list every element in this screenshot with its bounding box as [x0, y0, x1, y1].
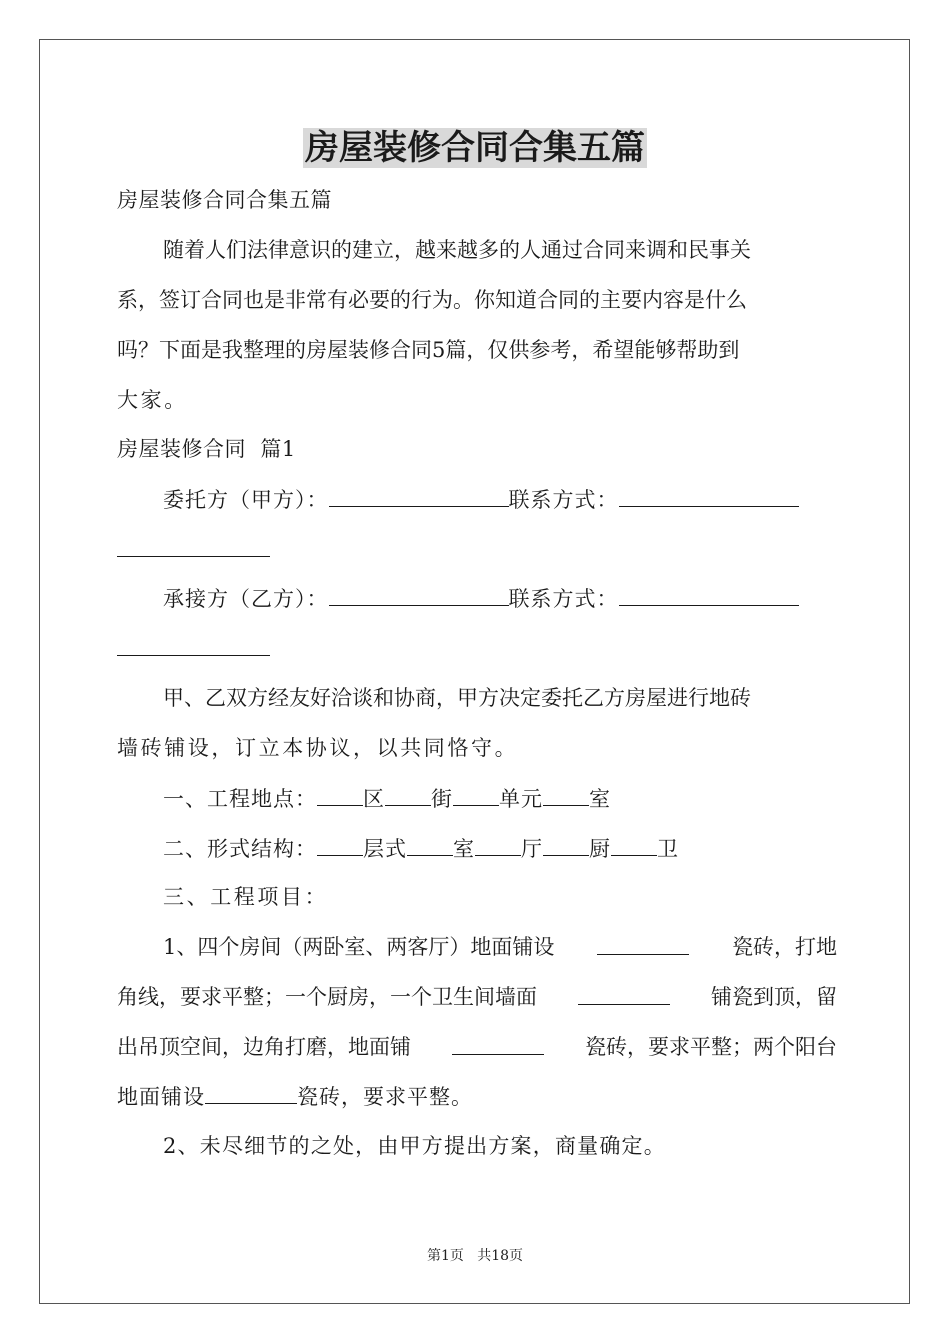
- clause1-line-1: 1、四个房间（两卧室、两客厅）地面铺设 瓷砖，打地: [163, 932, 837, 962]
- party-a-contact-blank-cont: [117, 534, 837, 565]
- party-a-line: [163, 484, 837, 515]
- clause1-line-4: 地面铺设 瓷砖，要求平整。: [117, 1081, 837, 1112]
- document-subtitle: 房屋装修合同合集五篇: [117, 188, 332, 212]
- intro-line-3: 吗？下面是我整理的房屋装修合同5篇，仅供参考，希望能够帮助到: [117, 338, 740, 362]
- clause1-line-3: 出吊顶空间，边角打磨，地面铺 瓷砖，要求平整；两个阳台: [117, 1032, 837, 1062]
- party-b-label: 承接方（乙方）：: [163, 587, 329, 611]
- intro-line-1: 随着人们法律意识的建立，越来越多的人通过合同来调和民事关: [163, 238, 751, 262]
- party-b-blank: [329, 583, 509, 606]
- agreement-line-1: 甲、乙双方经友好洽谈和协商，甲方决定委托乙方房屋进行地砖: [163, 686, 751, 710]
- party-b-line: [163, 583, 837, 614]
- document-title: 房屋装修合同合集五篇: [305, 128, 645, 168]
- party-b-contact-label: 联系方式：: [508, 587, 619, 611]
- party-a-contact-blank: [619, 484, 799, 507]
- intro-line-4: 大家。: [117, 388, 188, 412]
- party-b-contact-blank: [619, 583, 799, 606]
- party-b-contact-blank-cont: [117, 633, 837, 664]
- party-a-blank: [329, 484, 509, 507]
- intro-line-2: 系，签订合同也是非常有必要的行为。你知道合同的主要内容是什么: [117, 288, 747, 312]
- page-footer: 第1页 共18页: [426, 1248, 524, 1264]
- item-project: 三、工程项目：: [163, 885, 329, 909]
- page-border: [39, 39, 910, 1304]
- clause1-line-2: 角线，要求平整；一个厨房，一个卫生间墙面 铺瓷到顶，留: [117, 982, 837, 1012]
- clause2-line: 2、未尽细节的之处，由甲方提出方案，商量确定。: [163, 1134, 666, 1158]
- party-a-label: 委托方（甲方）：: [163, 488, 329, 512]
- section-heading: 房屋装修合同 篇1: [117, 437, 296, 461]
- party-a-contact-label: 联系方式：: [508, 488, 619, 512]
- agreement-line-2: 墙砖铺设，订立本协议，以共同恪守。: [117, 736, 519, 760]
- item-structure: 二、形式结构： 层式 室 厅 厨 卫: [163, 833, 837, 864]
- item-location: 一、工程地点： 区 街 单元 室: [163, 783, 837, 814]
